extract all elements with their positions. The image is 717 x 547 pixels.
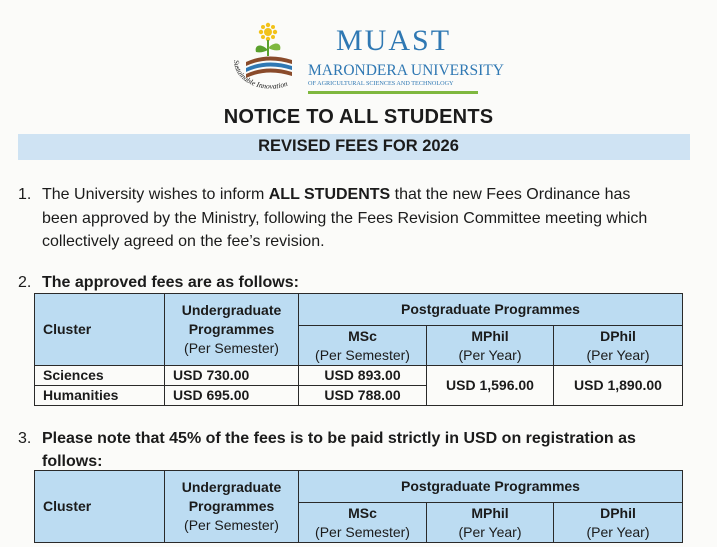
paragraph-number: 1.: [18, 186, 32, 203]
header-line: (Per Semester): [315, 346, 410, 363]
text-segment: collectively agreed on the fee’s revision.: [42, 233, 325, 250]
notice-subtitle: REVISED FEES FOR 2026: [258, 137, 459, 155]
section-title: The approved fees are as follows:: [42, 274, 299, 291]
header-line: (Per Semester): [184, 517, 279, 533]
mphil-header: [427, 326, 554, 366]
section-2-heading: [18, 271, 708, 294]
mphil-fee-cell: USD 1,596.00: [427, 366, 554, 406]
header-line: (Per Year): [458, 346, 522, 363]
notice-title: NOTICE TO ALL STUDENTS: [223, 106, 494, 128]
registration-fees-table: [34, 470, 683, 543]
section-title: [42, 427, 708, 473]
header-line: (Per Semester): [184, 340, 279, 356]
cluster-cell: Sciences: [35, 366, 165, 386]
text-segment: The University wishes to inform: [42, 186, 269, 203]
header-line: Programmes: [188, 321, 275, 337]
msc-fee-cell: USD 788.00: [299, 386, 427, 406]
postgraduate-header: Postgraduate Programmes: [299, 471, 683, 503]
cluster-cell: Humanities: [35, 386, 165, 406]
header-line: DPhil: [600, 327, 636, 344]
header-line: MSc: [348, 504, 377, 521]
muast-emblem-icon: [226, 22, 306, 97]
emphasis-text: ALL STUDENTS: [268, 186, 391, 203]
text-segment: that the new Fees Ordinance has: [390, 186, 631, 203]
section-number: 3.: [18, 430, 32, 447]
header-line: Undergraduate: [181, 479, 282, 495]
logo-acronym: MUAST: [336, 24, 452, 57]
paragraph-1: [18, 183, 698, 254]
header-line: (Per Year): [586, 346, 650, 363]
header-line: DPhil: [600, 504, 636, 521]
header-line: Programmes: [188, 498, 275, 514]
header-line: MSc: [348, 327, 377, 344]
header-line: MPhil: [471, 504, 509, 521]
text-segment: Please note that 45% of the fees is to be paid strictly in USD on registration as: [42, 430, 636, 447]
fees-table: [34, 293, 683, 406]
msc-header: [299, 503, 427, 543]
dphil-fee-cell: USD 1,890.00: [554, 366, 683, 406]
dphil-header: [554, 326, 683, 366]
university-logo: [226, 22, 504, 97]
postgraduate-header: Postgraduate Programmes: [299, 294, 683, 326]
undergraduate-header: [165, 471, 299, 543]
logo-underline: [308, 91, 478, 94]
header-line: MPhil: [471, 327, 509, 344]
table-row: [35, 366, 683, 386]
undergraduate-header: [165, 294, 299, 366]
text-segment: follows:: [42, 453, 103, 470]
msc-fee-cell: USD 893.00: [299, 366, 427, 386]
logo-tagline: Sustainable Innovation: [231, 59, 289, 91]
paragraph-text: [42, 183, 698, 254]
logo-university-subtitle: OF AGRICULTURAL SCIENCES AND TECHNOLOGY: [308, 80, 454, 87]
header-line: (Per Semester): [315, 523, 410, 540]
mphil-header: [427, 503, 554, 543]
cluster-header: Cluster: [35, 294, 165, 366]
text-segment: been approved by the Ministry, following the Fees Revision Committee meeting which: [42, 209, 648, 227]
ug-fee-cell: USD 695.00: [165, 386, 299, 406]
dphil-header: [554, 503, 683, 543]
header-line: (Per Year): [458, 523, 522, 540]
msc-header: [299, 326, 427, 366]
logo-university-name: MARONDERA UNIVERSITY: [308, 62, 504, 79]
header-line: Undergraduate: [181, 302, 282, 318]
section-number: 2.: [18, 274, 32, 291]
section-3-heading: [18, 427, 708, 473]
header-line: (Per Year): [586, 523, 650, 540]
ug-fee-cell: USD 730.00: [165, 366, 299, 386]
cluster-header: Cluster: [35, 471, 165, 543]
